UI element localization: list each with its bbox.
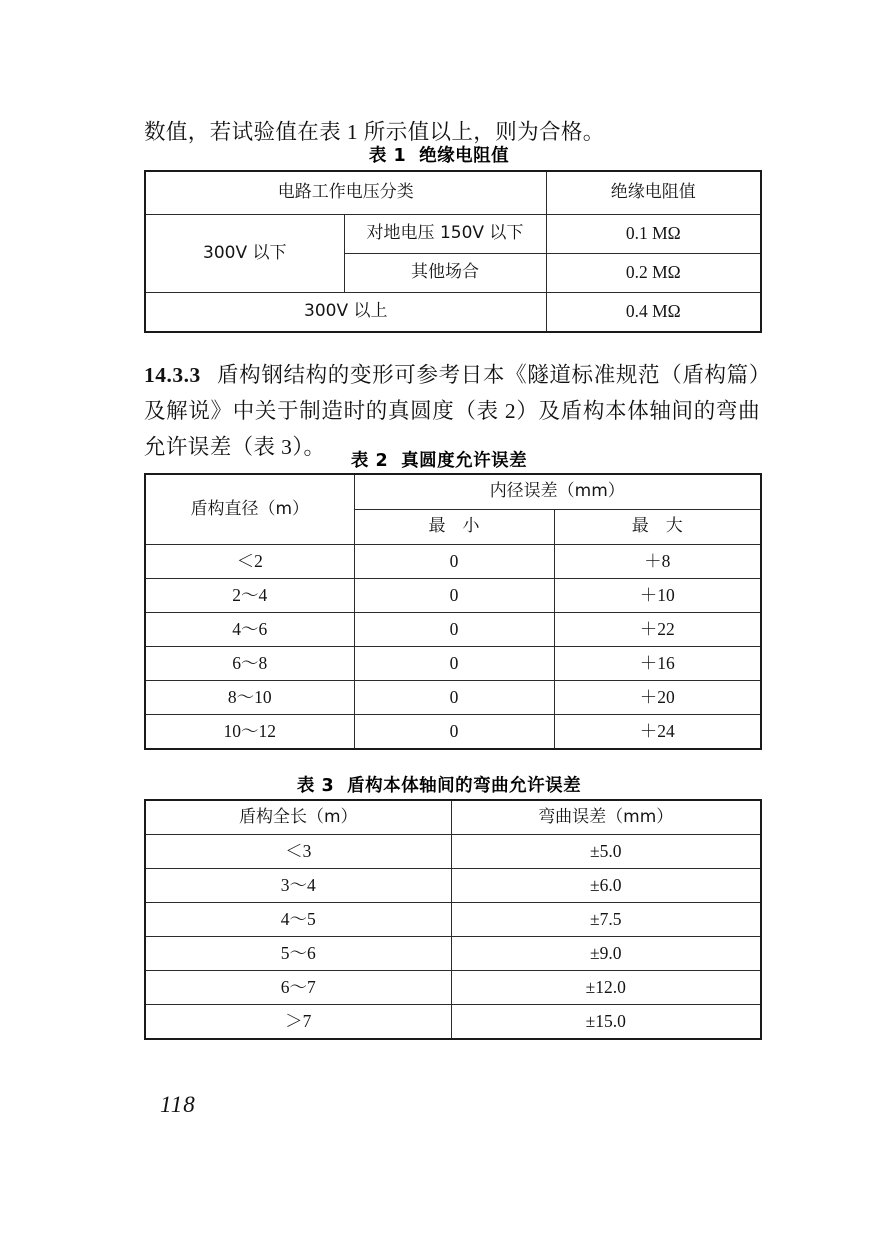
table-3-header-length: 盾构全长（m） (145, 800, 451, 835)
page-number: 118 (160, 1092, 196, 1117)
table-3-caption-title: 盾构本体轴间的弯曲允许误差 (347, 776, 582, 796)
table-row (145, 869, 761, 903)
table-3-caption-label: 表 3 (296, 776, 335, 796)
table-1-header-resistance: 绝缘电阻值 (546, 171, 761, 215)
table-2-max: ＋10 (554, 579, 761, 613)
clause-number: 14.3.3 (144, 362, 201, 387)
table-2-min: 0 (354, 579, 554, 613)
table-row (145, 215, 761, 254)
table-3-length: 6～7 (145, 971, 451, 1005)
table-3-caption (0, 772, 878, 797)
table-2-caption-label: 表 2 (350, 451, 389, 471)
table-3-error: ±9.0 (451, 937, 761, 971)
table-2-max: ＋8 (554, 545, 761, 579)
table-3-error: ±7.5 (451, 903, 761, 937)
table-row (145, 1005, 761, 1040)
table-2-diameter: ＜2 (145, 545, 354, 579)
table-2-min: 0 (354, 715, 554, 750)
table-row (145, 681, 761, 715)
table-1-header-classification: 电路工作电压分类 (145, 171, 546, 215)
table-1-group-over-300v: 300V 以上 (145, 293, 546, 333)
table-2-min: 0 (354, 681, 554, 715)
table-2-diameter: 8～10 (145, 681, 354, 715)
table-3-error: ±5.0 (451, 835, 761, 869)
table-1-caption (0, 142, 878, 167)
table-3-error: ±15.0 (451, 1005, 761, 1040)
table-1-caption-label: 表 1 (368, 146, 407, 166)
table-3-header-error: 弯曲误差（mm） (451, 800, 761, 835)
table-2-min: 0 (354, 545, 554, 579)
table-1-value-0-2: 0.2 MΩ (546, 254, 761, 293)
table-1-value-0-1: 0.1 MΩ (546, 215, 761, 254)
table-row (145, 937, 761, 971)
table-row (145, 613, 761, 647)
clause-text: 盾构钢结构的变形可参考日本《隧道标准规范（盾构篇）及解说》中关于制造时的真圆度（表 2）及盾构本体轴间的弯曲允许误差（表 3）。 (144, 362, 760, 459)
table-2-caption (0, 447, 878, 472)
table-2-header-max: 最 大 (554, 510, 761, 545)
table-row (145, 474, 761, 510)
table-row (145, 800, 761, 835)
table-2-max: ＋22 (554, 613, 761, 647)
table-2-max: ＋16 (554, 647, 761, 681)
table-2-header-diameter: 盾构直径（m） (145, 474, 354, 545)
table-2-diameter: 4～6 (145, 613, 354, 647)
table-row (145, 715, 761, 750)
table-2-header-min: 最 小 (354, 510, 554, 545)
table-insulation-resistance (144, 170, 762, 333)
table-3-length: 3～4 (145, 869, 451, 903)
table-2-diameter: 10～12 (145, 715, 354, 750)
table-3-error: ±6.0 (451, 869, 761, 903)
table-2-diameter: 6～8 (145, 647, 354, 681)
table-3-error: ±12.0 (451, 971, 761, 1005)
table-2-diameter: 2～4 (145, 579, 354, 613)
table-row (145, 545, 761, 579)
intro-paragraph: 数值，若试验值在表 1 所示值以上，则为合格。 (144, 119, 605, 144)
table-row (145, 171, 761, 215)
table-2-max: ＋20 (554, 681, 761, 715)
table-1-condition-other: 其他场合 (344, 254, 546, 293)
table-row (145, 903, 761, 937)
table-row (145, 579, 761, 613)
table-3-length: 4～5 (145, 903, 451, 937)
table-row (145, 293, 761, 333)
table-row (145, 971, 761, 1005)
table-roundness-tolerance (144, 473, 762, 750)
table-3-length: ＞7 (145, 1005, 451, 1040)
table-2-header-inner-diameter-error: 内径误差（mm） (354, 474, 761, 510)
table-1-condition-under-150v: 对地电压 150V 以下 (344, 215, 546, 254)
table-2-max: ＋24 (554, 715, 761, 750)
table-row (145, 647, 761, 681)
table-1-caption-title: 绝缘电阻值 (419, 146, 510, 166)
table-bending-tolerance (144, 799, 762, 1040)
table-3-length: ＜3 (145, 835, 451, 869)
table-2-min: 0 (354, 647, 554, 681)
table-1-group-under-300v: 300V 以下 (145, 215, 344, 293)
table-1-value-0-4: 0.4 MΩ (546, 293, 761, 333)
table-3-length: 5～6 (145, 937, 451, 971)
table-2-caption-title: 真圆度允许误差 (401, 451, 528, 471)
table-row (145, 835, 761, 869)
table-2-min: 0 (354, 613, 554, 647)
